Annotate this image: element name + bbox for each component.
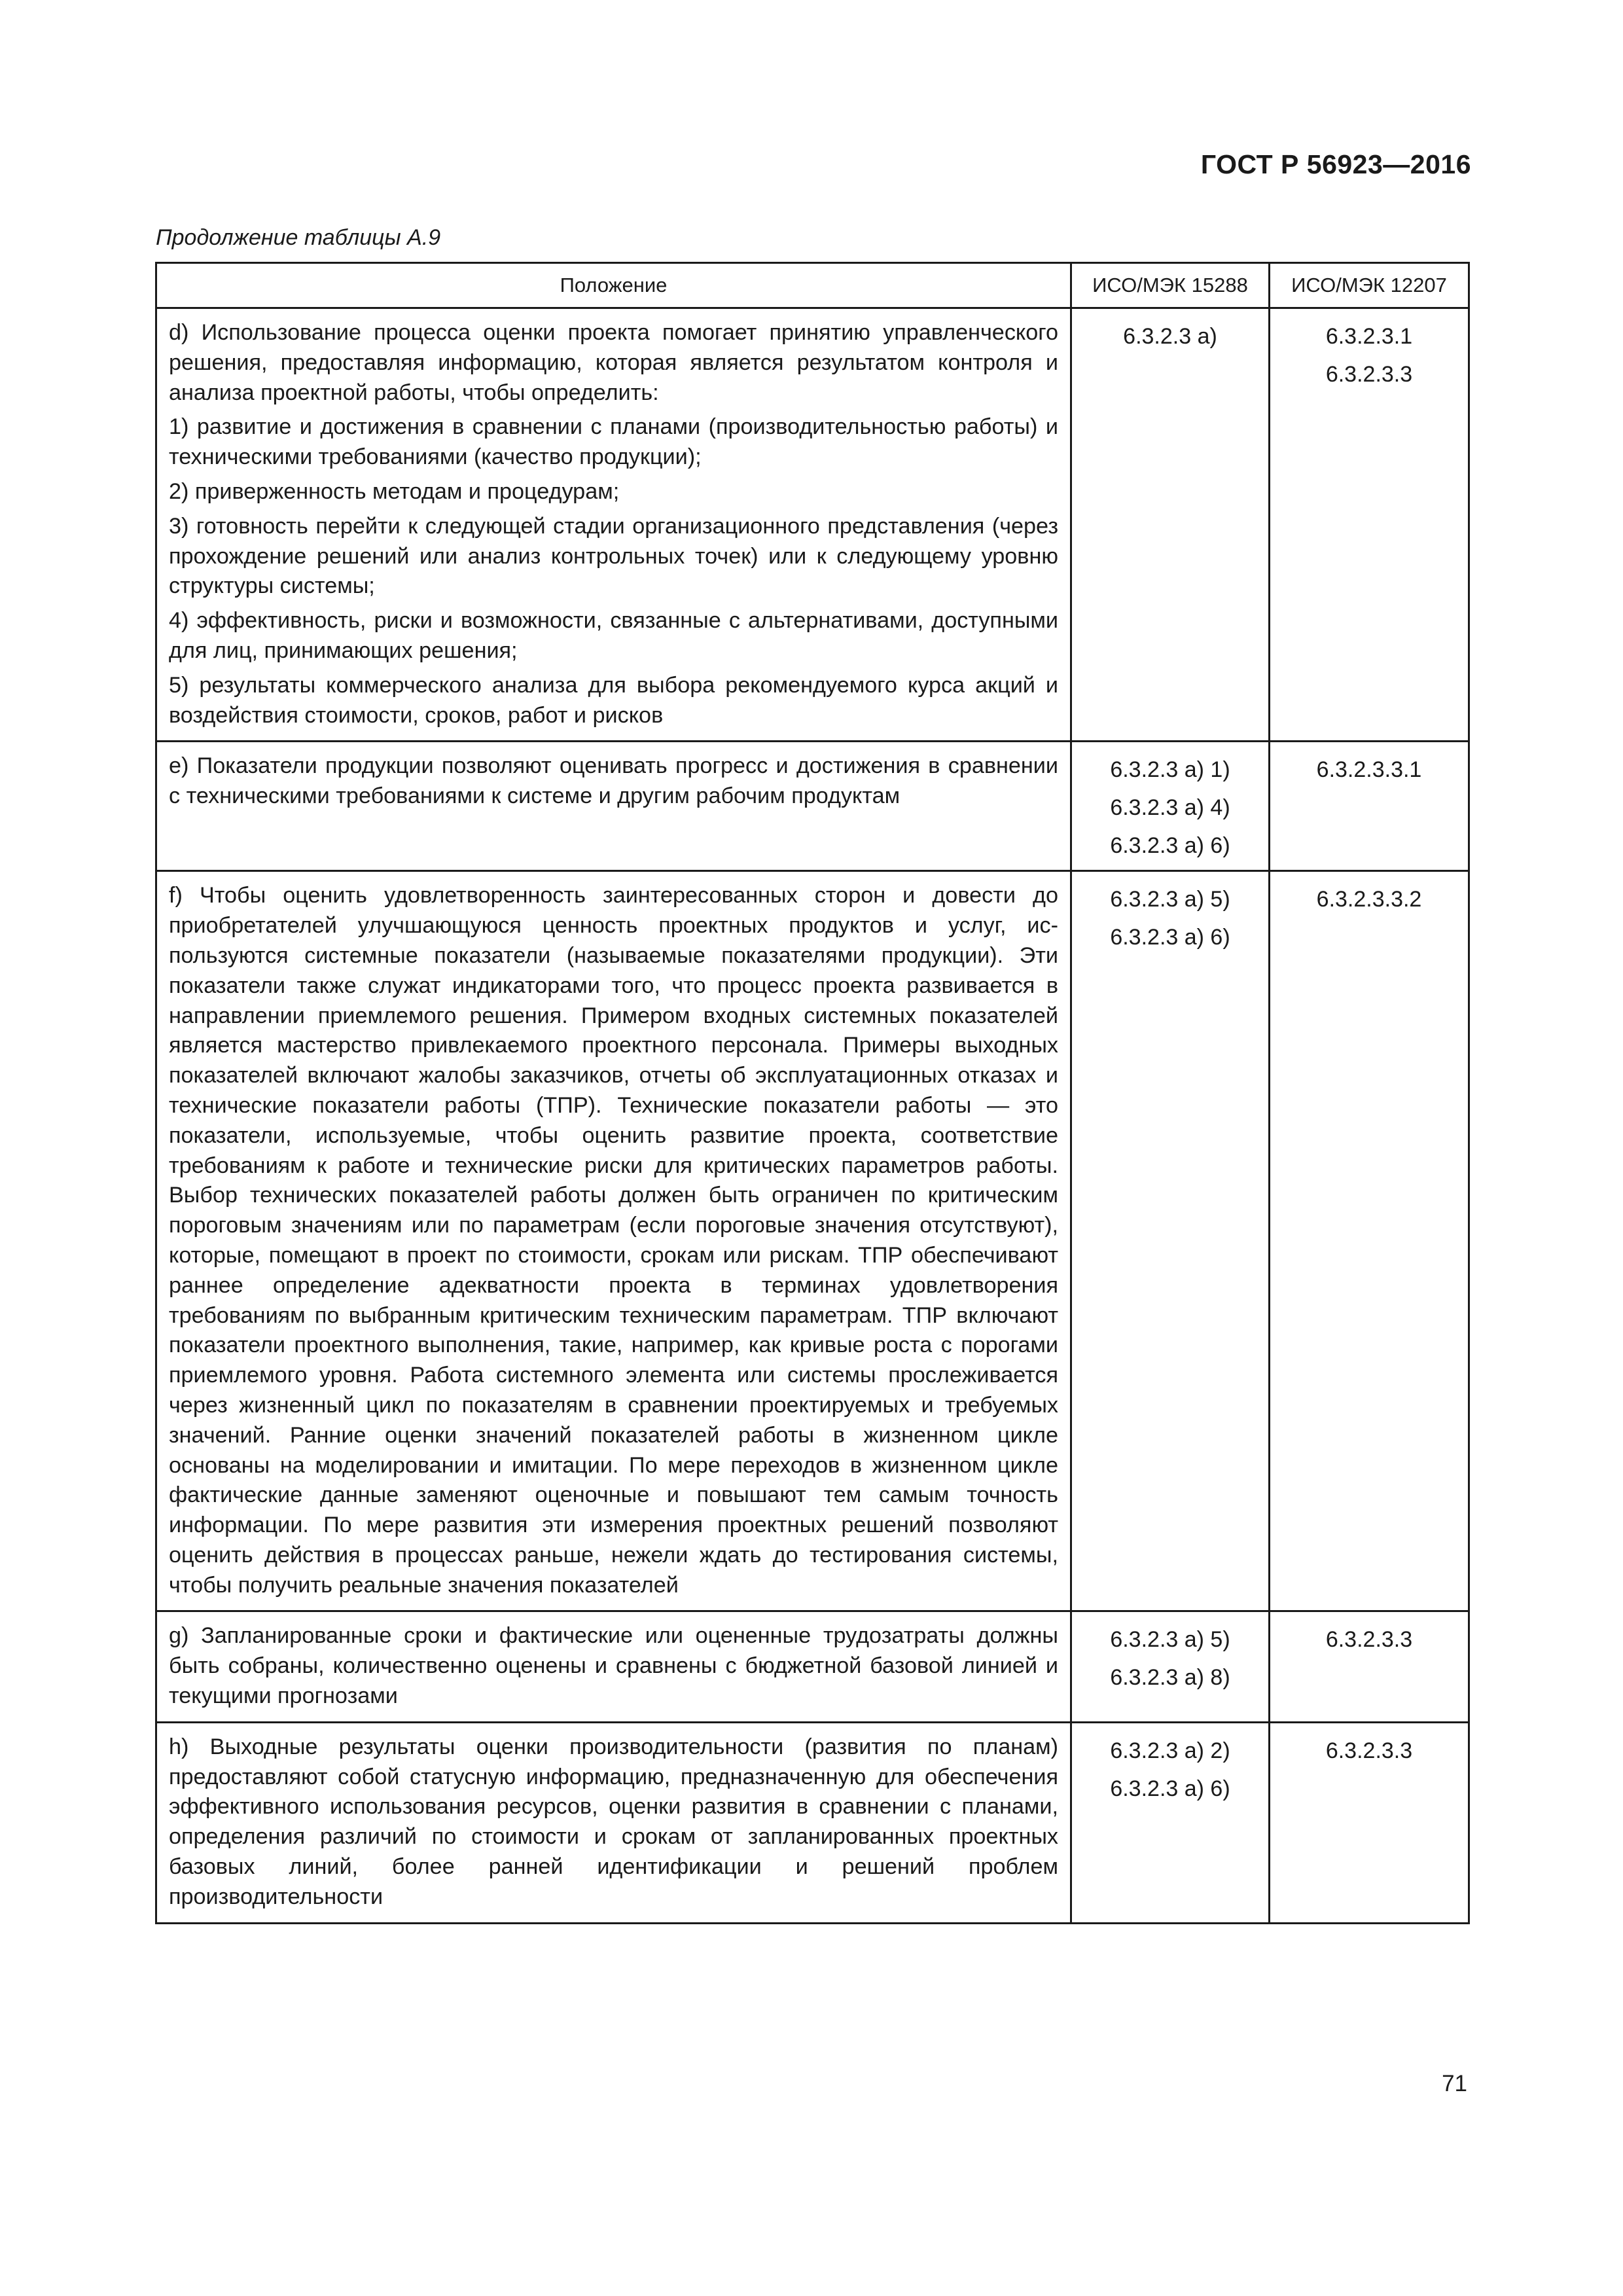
- table-row: [156, 308, 1469, 742]
- clause-reference: 6.3.2.3.3: [1325, 362, 1413, 387]
- page-number: 71: [1442, 2071, 1467, 2096]
- provision-paragraph: g) Запланированные сроки и фактические или оцененные трудозатраты должны быть собраны, количественно оценены и сравнены с бюджетной базовой линией и текущими прогнозами: [169, 1623, 1058, 1709]
- provision-paragraph: 1) развитие и достижения в сравнении с планами (производительностью работы) и техническими требованиями (качество продукции);: [169, 414, 1058, 470]
- clause-reference: 6.3.2.3 a) 4): [1110, 795, 1230, 821]
- iso12207-ref-cell: [1270, 1722, 1469, 1923]
- requirements-table: [155, 262, 1470, 1924]
- table-caption: Продолжение таблицы А.9: [156, 225, 441, 250]
- header-provision: Положение: [156, 263, 1071, 308]
- table-row: [156, 871, 1469, 1611]
- iso15288-ref-cell: [1071, 308, 1270, 742]
- provision-paragraph: e) Показатели продукции позволяют оценивать прогресс и достижения в сравнении с техническими требованиями к системе и другим рабочим продуктам: [169, 753, 1058, 809]
- iso15288-ref-cell: [1071, 1722, 1270, 1923]
- provision-paragraph: f) Чтобы оценить удовлетворенность заинтересованных сторон и довести до приобретателей улучшающуюся ценность проектных продуктов и услуг, используются системные показатели (называемые показателями продукции). Эти показатели также служат индикаторами того, что процесс проекта развивается в направлении приемлемого решения. Примером входных системных показателей является мастерство привлекаемого проектного персонала. Примеры выходных показателей включают жалобы заказчиков, отчеты об эксплуатационных отказах и технические показатели работы (ТПР). Технические показатели работы — это показатели, используемые, чтобы оценить развитие проекта, соответствие требованиям к работе и технические риски для критических параметров работы. Выбор технических показателей работы должен быть ограничен по критическим пороговым значениям или по параметрам (если пороговые значения отсутствуют), которые, помещают в проект по стоимости, срокам или рискам. ТПР обеспечивают раннее определение адекватности проекта в терминах удовлетворения требованиям по выбранным критическим техническим параметрам. ТПР включают показатели проектного выполнения, такие, например, как кривые роста с порогами приемлемого уровня. Работа системного элемента или системы прослеживается через жизненный цикл по показателям в сравнении проектируемых и требуемых значений. Ранние оценки значений показателей работы в жизненном цикле основаны на моделировании и имитации. По мере переходов в жизненном цикле фактические данные заменяют оценочные и повышают тем самым точность информации. По мере развития эти измерения проектных решений позволяют оценить действия в процессах раньше, нежели ждать до тестирования системы, чтобы получить реальные значения показателей: [169, 883, 1058, 1598]
- provision-cell: [156, 1722, 1071, 1923]
- clause-reference: 6.3.2.3.3: [1325, 1738, 1413, 1763]
- clause-reference: 6.3.2.3.3.1: [1316, 757, 1422, 783]
- clause-reference: 6.3.2.3 a): [1123, 324, 1217, 349]
- iso12207-ref-cell: [1270, 308, 1469, 742]
- table-row: [156, 742, 1469, 871]
- table-row: [156, 1722, 1469, 1923]
- iso12207-ref-cell: [1270, 742, 1469, 871]
- provision-paragraph: 3) готовность перейти к следующей стадии организационного представления (через прохождение решений или анализ контрольных точек) или к следующему уровню структуры системы;: [169, 513, 1058, 599]
- iso15288-ref-cell: [1071, 742, 1270, 871]
- provision-paragraph: 2) приверженность методам и процедурам;: [169, 478, 620, 504]
- header-iso12207: ИСО/МЭК 12207: [1270, 263, 1469, 308]
- clause-reference: 6.3.2.3 a) 6): [1110, 833, 1230, 859]
- provision-paragraph: d) Использование процесса оценки проекта помогает принятию управленческого решения, предоставляя информацию, которая является результатом контроля и анализа проектной работы, чтобы определить:: [169, 320, 1058, 405]
- provision-paragraph: h) Выходные результаты оценки производительности (развития по планам) предоставляют собой статусную информацию, предназначенную для обеспечения эффективного использования ресурсов, оценки развития в сравнении с планами, определения различий по стоимости и срокам от запланированных проектных базовых линий, более ранней идентификации и решений проблем производительности: [169, 1734, 1058, 1909]
- iso12207-ref-cell: [1270, 1611, 1469, 1722]
- clause-reference: 6.3.2.3 a) 5): [1110, 1627, 1230, 1653]
- clause-reference: 6.3.2.3 a) 8): [1110, 1665, 1230, 1691]
- clause-reference: 6.3.2.3 a) 1): [1110, 757, 1230, 783]
- provision-cell: [156, 742, 1071, 871]
- provision-paragraph: 5) результаты коммерческого анализа для выбора рекомендуемого курса акций и воздействия стоимости, сроков, работ и рисков: [169, 672, 1058, 728]
- provision-cell: [156, 1611, 1071, 1722]
- provision-cell: [156, 308, 1071, 742]
- clause-reference: 6.3.2.3.3.2: [1316, 887, 1422, 912]
- table-row: [156, 1611, 1469, 1722]
- table-header-row: [156, 263, 1469, 308]
- table-body: [156, 308, 1469, 1924]
- document-code: ГОСТ Р 56923—2016: [1200, 149, 1471, 179]
- clause-reference: 6.3.2.3.1: [1325, 324, 1413, 349]
- iso12207-ref-cell: [1270, 871, 1469, 1611]
- clause-reference: 6.3.2.3 a) 5): [1110, 887, 1230, 912]
- provision-cell: [156, 871, 1071, 1611]
- clause-reference: 6.3.2.3 a) 6): [1110, 1776, 1230, 1801]
- clause-reference: 6.3.2.3.3: [1325, 1627, 1413, 1653]
- provision-paragraph: 4) эффективность, риски и возможности, связанные с альтернативами, доступными для лиц, принимающих решения;: [169, 608, 1058, 663]
- header-iso15288: ИСО/МЭК 15288: [1071, 263, 1270, 308]
- iso15288-ref-cell: [1071, 1611, 1270, 1722]
- clause-reference: 6.3.2.3 a) 2): [1110, 1738, 1230, 1763]
- iso15288-ref-cell: [1071, 871, 1270, 1611]
- clause-reference: 6.3.2.3 a) 6): [1110, 925, 1230, 950]
